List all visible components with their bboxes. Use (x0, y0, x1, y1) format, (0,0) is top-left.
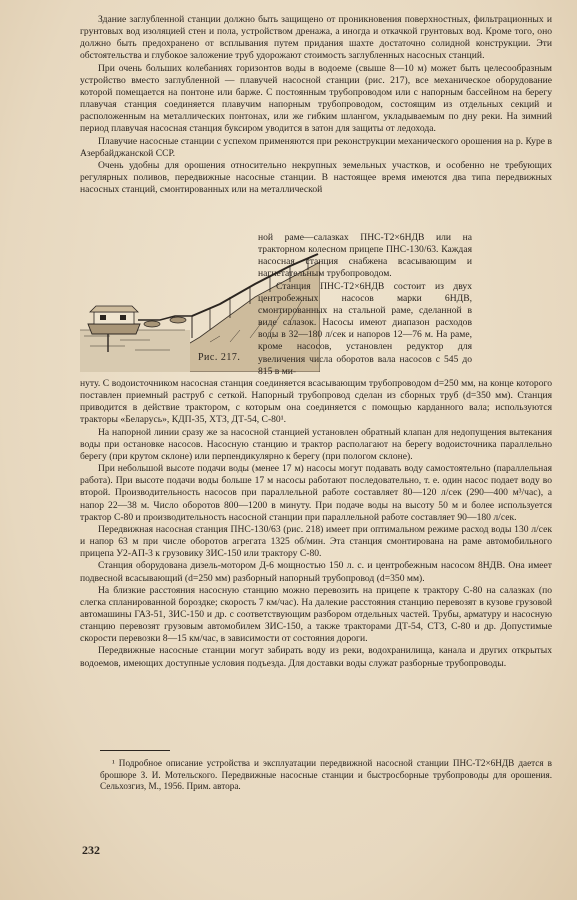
footnote (100, 758, 552, 793)
footnote-divider (100, 750, 170, 751)
footnote-text: ¹ Подробное описание устройства и эксплуатации передвижной насосной станции ПНС-Т2×6НДВ дается в брошюре З. И. Мотельского. Передвижные насосные станции и быстросборные трубопроводы для орошения. Сельхозгиз, М., 1956. Прим. автора. (100, 758, 552, 791)
paragraph: ной раме—салазках ПНС-Т2×6НДВ или на тракторном колесном прицепе ПНС-130/63. Каждая насосная станция снабжена всасывающим и нагнетательным трубопроводом. (258, 232, 472, 280)
paragraph: Станция ПНС-Т2×6НДВ состоит из двух центробежных насосов марки 6НДВ, смонтированных на стальной раме, сделанной в виде салазок. Насосы имеют диапазон расходов воды в 32—180 л/сек и напоров 12—76 м. На раме, кроме насосов, установлен редуктор для увеличения числа оборотов вала насосов с 545 до 815 в ми- (258, 280, 472, 377)
paragraph: При небольшой высоте подачи воды (менее 17 м) насосы могут подавать воду самостоятельно (параллельная работа). При высоте подачи воды больше 17 м насосы работают последовательно, т. е. один насос подает воду во второй. Производительность насосов при параллельной работе составляет 80—120 л/сек (290—400 м³/час), а напор 22—38 м. Число оборотов 800—1200 в минуту. При подаче воды на высоту 50 м и более используется трактор С-80 и производительность насосной станции при параллельной работе составляет 90—180 л/сек. (80, 463, 552, 523)
paragraph: Станция оборудована дизель-мотором Д-6 мощностью 150 л. с. и центробежным насосом 8НДВ. Она имеет подвесной всасывающий (d=250 мм) разборный напорный трубопровод (d=350 мм). (80, 560, 552, 584)
paragraph: При очень больших колебаниях горизонтов воды в водоеме (свыше 8—10 м) может быть целесообразным устройство вместо заглубленной — плавучей насосной станции (рис. 217), все механическое оборудование которой помещается на понтоне или барже. С постоянным трубопроводом или с напорным бассейном на берегу плавучая станция соединяется плавучим напорным трубопроводом, состоящим из отдельных секций и расположенным на металлических понтонах, или же гибким шлангом, укладываемым по дну реки. На зимний период плавучая насосная станция буксиром уводится в затон для защиты от ледохода. (80, 62, 552, 135)
paragraph: Передвижные насосные станции могут забирать воду из реки, водохранилища, канала и других открытых водоемов, имеющих доступные условия подъезда. Для доставки воды служат разборные трубопроводы. (80, 645, 552, 669)
side-text-block (258, 232, 472, 378)
top-text-block (80, 14, 552, 196)
paragraph: Передвижная насосная станция ПНС-130/63 (рис. 218) имеет при оптимальном режиме расход воды 130 л/сек и напор 63 м при числе оборотов агрегата 1325 об/мин. Эта станция смонтирована на раме автомобильного прицепа У2-АП-3 к грузовику ЗИС-150 или трактору С-80. (80, 523, 552, 560)
paragraph: На близкие расстояния насосную станцию можно перевозить на прицепе к трактору С-80 на салазках (по слегка спланированной бороздке; скорость 7 км/час). На далекие расстояния станцию перевозят в кузове грузовой автомашины ГАЗ-51, ЗИС-150 и др. с соответствующим разбором отдельных частей. Трубы, арматуру и насосную станцию перевозят грузовым автомобилем ЗИС-150, а также тракторами ДТ-54, СТЗ, С-80 и др. Допустимые скорости перевозки 8—15 км/час, в зависимости от состояния дороги. (80, 584, 552, 645)
page-number: 232 (82, 843, 100, 857)
bottom-text-block (80, 378, 552, 670)
paragraph: Здание заглубленной станции должно быть защищено от проникновения поверхностных, фильтрационных и грунтовых вод изоляцией стен и пола, устройством дренажа, а иногда и откачкой грунтовых вод. Кроме того, оно должно быть предохранено от всплывания путем придания шахте достаточно солидной конструкции. Эти обстоятельства и глубокое заложение труб удорожают стоимость заглубленных насосных станций. (80, 14, 552, 62)
paragraph: Очень удобны для орошения относительно некрупных земельных участков, и особенно не требующих регулярных поливов, передвижные насосные станции. В настоящее время имеются два типа передвижных насосных станций, смонтированных или на металлической (80, 159, 552, 196)
paragraph: На напорной линии сразу же за насосной станцией установлен обратный клапан для недопущения вытекания воды при остановке насосов. Насосную станцию и трактор располагают на берегу водоисточника параллельно берегу (при крутом склоне) или перпендикулярно к берегу (при пологом склоне). (80, 426, 552, 462)
figure-caption: Рис. 217. (198, 352, 241, 363)
paragraph: нуту. С водоисточником насосная станция соединяется всасывающим трубопроводом d=250 мм, на конце которого поставлен приемный раструб с сеткой. Напорный трубопровод сделан из сборных труб (d=350 мм). Станция приводится в действие трактором, с которым она соединяется с помощью карданного вала; используются тракторы «Беларусь», КДП-35, ХТЗ, ДТ-54, С-80¹. (80, 378, 552, 426)
paragraph: Плавучие насосные станции с успехом применяются при реконструкции механического орошения на р. Куре в Азербайджанской ССР. (80, 135, 552, 159)
